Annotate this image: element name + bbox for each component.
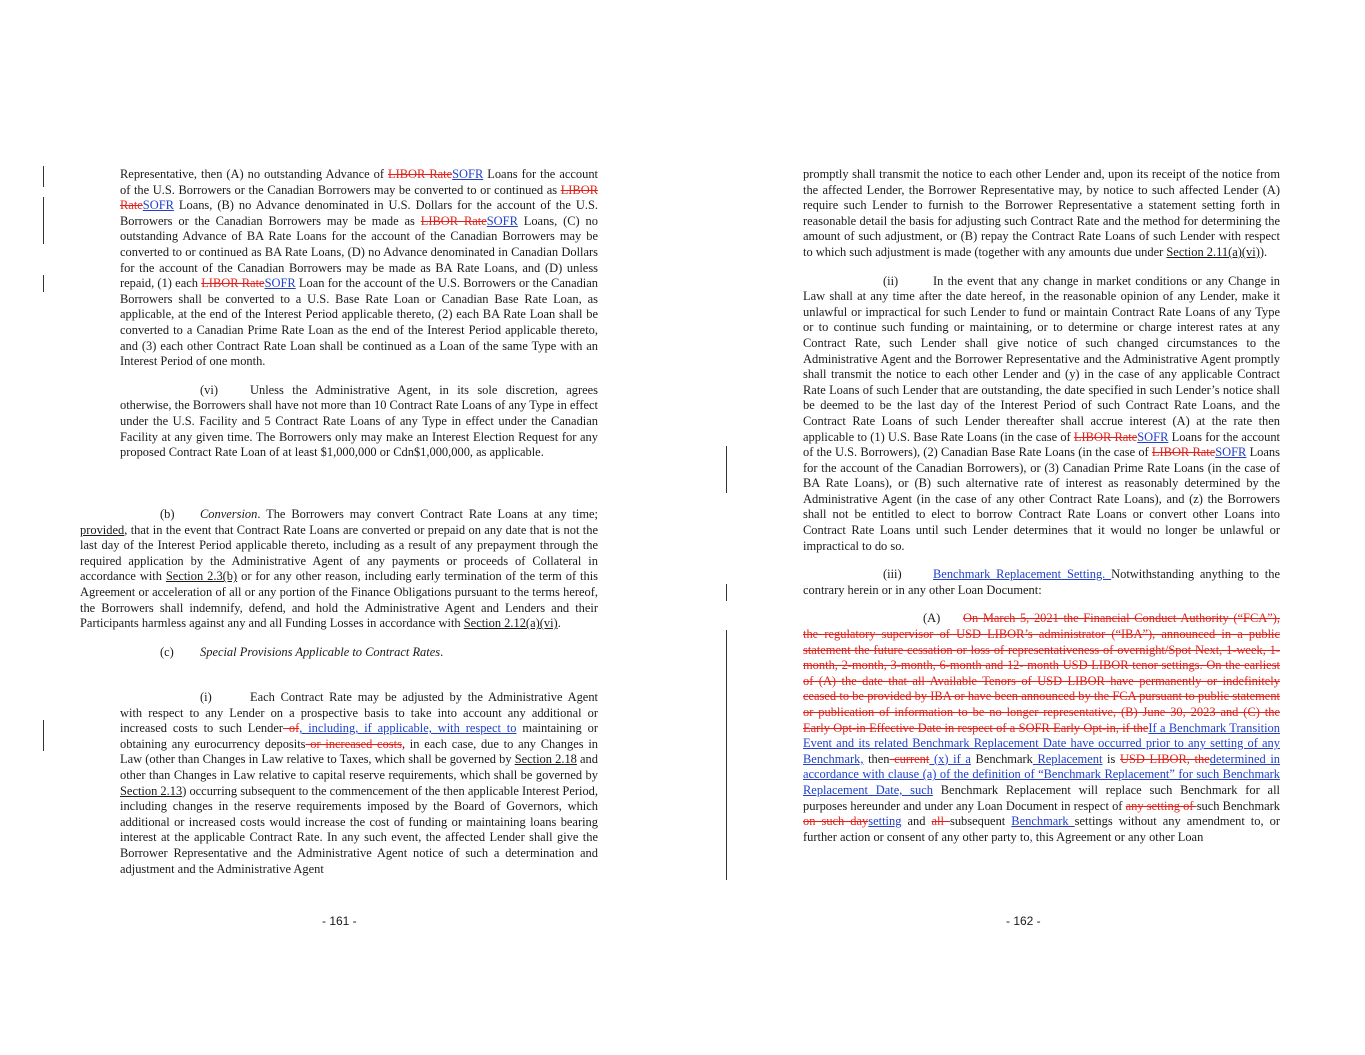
paragraph-libor-conversion <box>120 167 598 370</box>
paragraph-vi <box>120 383 598 461</box>
clause-number: (ii) <box>883 273 899 288</box>
text: such Benchmark <box>1196 798 1280 813</box>
inserted-text: , <box>1029 829 1033 844</box>
inserted-text: SOFR <box>486 213 518 228</box>
text: Loans for the account of the U.S. Borrowers), (2) Canadian Base Rate Loans (in the case of <box>803 429 1281 460</box>
text: Loans for the account of the Canadian Borrowers), or (3) Canadian Prime Rate Loans (in the case of BA Rate Loans), or (B) such alternative rate of interest as reasonably determined by the Administrative Agent (in the case of any other Contract Rate Loans), and (z) the Borrowers shall not be entitled to elect to borrow Contract Rate Loans or convert other Loans into Contract Rate Loans until such Lender determines that it would no longer be unlawful or impractical to do so. <box>803 445 1280 553</box>
text: Loans, (B) no Advance denominated in U.S. Dollars for the account of the U.S. Borrowers or the Canadian Borrowers may be made as <box>120 198 598 228</box>
clause-number: (iii) <box>883 567 902 582</box>
section-reference: Section 2.18 <box>514 752 577 767</box>
text: settings without any amendment to, or further action or consent of any other party to <box>803 814 1280 844</box>
text: subsequent <box>949 814 1012 829</box>
deleted-text: LIBOR Rate <box>1073 429 1138 444</box>
text: and other than Changes in Law relative to capital reserve requirements, which shall be governed by <box>120 752 598 782</box>
right-column <box>803 167 1280 858</box>
defined-term: provided <box>80 522 125 537</box>
section-reference: Section 2.11(a)(vi) <box>1166 244 1260 259</box>
deleted-text: current <box>889 751 930 766</box>
left-column-bottom <box>120 690 598 890</box>
section-reference: Section 2.12(a)(vi) <box>463 616 558 631</box>
text: this Agreement or any other Loan <box>1032 829 1204 844</box>
inserted-text: SOFR <box>142 198 174 213</box>
clause-number: (vi) <box>200 382 218 397</box>
deleted-text: LIBOR Rate <box>1151 445 1216 460</box>
paragraph-continued <box>803 167 1280 261</box>
deleted-text: of <box>283 721 300 736</box>
inserted-text: , including, if applicable, with respect to <box>299 721 517 736</box>
section-reference: Section 2.13 <box>120 783 183 798</box>
inserted-text: determined in accordance with clause (a) of the definition of “Benchmark Replacement” for such Benchmark Replacement Date, such <box>803 751 1281 797</box>
text: is <box>1102 751 1120 766</box>
deleted-text: LIBOR Rate <box>420 213 487 228</box>
page-number: - 162 - <box>1006 914 1041 928</box>
change-bar <box>726 584 727 601</box>
text: Loan for the account of the U.S. Borrowers or the Canadian Borrowers shall be converted to a U.S. Base Rate Loan or Canadian Base Rate Loan, as applicable, at the end of the Interest Period applicable thereto, (2) each BA Rate Loan shall be converted to a Canadian Prime Rate Loan as the end of the Interest Period applicable thereto, and (3) each other Contract Rate Loan shall be continued as a Loan of the same Type with an Interest Period of one month. <box>120 276 599 369</box>
page-162 <box>683 0 1365 1055</box>
inserted-text: setting <box>868 814 902 829</box>
text: Representative, then (A) no outstanding Advance of <box>120 167 389 181</box>
inserted-text: SOFR <box>452 167 484 181</box>
text: Each Contract Rate may be adjusted by the Administrative Agent with respect to any Lender on a prospective basis to take into account any additional or increased costs to such Lender <box>120 690 598 736</box>
change-bar <box>43 275 44 292</box>
clause-number: (b) <box>160 507 175 521</box>
text: Benchmark <box>970 751 1033 766</box>
text: Notwithstanding anything to the contrary herein or in any other Loan Document: <box>803 567 1280 597</box>
text: , that in the event that Contract Rate Loans are converted or prepaid on any date that is not the last day of the Interest Period applicable thereto, including as a result of any prepayment through the required application by the Administrative Agent of any payments or proceeds of Collateral in accordance with <box>80 522 598 584</box>
text: ). <box>1259 244 1268 259</box>
deleted-text: any setting of <box>1125 798 1197 813</box>
change-bar <box>43 197 44 244</box>
text: ) occurring subsequent to the commencement of the then applicable Interest Period, including changes in the reserve requirements imposed by the Board of Governors, which additional or increased costs would increase the cost of funding or maintaining loans bearing interest at the applicable Contract Rate. In any such event, the affected Lender shall give the Borrower Representative and the Administrative Agent notice of such a determination and adjustment and the Administrative Agent <box>120 783 599 876</box>
clause-number: (c) <box>160 644 174 659</box>
text: Loans, (C) no outstanding Advance of BA Rate Loans for the account of the Canadian Borrowers may be converted to or continued as BA Rate Loans, (D) no Advance denominated in Canadian Dollars for the account of the Canadian Borrowers may be made as BA Rate Loans, and (D) unless repaid, (1) each <box>120 213 598 291</box>
section-heading: Conversion <box>200 507 258 521</box>
inserted-text: SOFR <box>1215 445 1247 460</box>
inserted-text: Replacement <box>1032 751 1103 766</box>
clause-number: (i) <box>200 690 212 704</box>
text: and <box>901 814 932 829</box>
deleted-text: or increased costs <box>305 736 402 751</box>
change-bar <box>726 630 727 880</box>
paragraph-i <box>120 690 598 877</box>
deleted-text: LIBOR Rate <box>388 167 453 181</box>
change-bar <box>43 166 44 187</box>
left-column-upper <box>120 167 598 474</box>
inserted-text: SOFR <box>264 276 296 291</box>
paragraph-special-provisions <box>80 645 598 661</box>
deleted-text: USD LIBOR, the <box>1119 751 1210 766</box>
deleted-text: all <box>931 814 950 829</box>
inserted-text: If a Benchmark Transition Event and its related Benchmark Replacement Date have occurred prior to any setting of any Benchmark, <box>803 720 1280 766</box>
text: promptly shall transmit the notice to each other Lender and, upon its receipt of the notice from the affected Lender, the Borrower Representative may, by notice to such affected Lender (A) require such Lender to furnish to the Borrower Representative a statement setting forth in reasonable detail the basis for adjusting such Contract Rate and the method for determining the amount of such adjustment, or (B) repay the Contract Rate Loans of such Lender with respect to which such adjustment is made (together with any amounts due under <box>803 167 1280 259</box>
text: . <box>440 644 444 659</box>
page-161 <box>0 0 682 1055</box>
text: . <box>557 616 561 631</box>
clause-number: (A) <box>923 611 941 626</box>
text: Unless the Administrative Agent, in its sole discretion, agrees otherwise, the Borrowers shall have not more than 10 Contract Rate Loans of any Type in effect under the U.S. Facility and 5 Contract Rate Loans of any Type in effect under the Canadian Facility at any given time. The Borrowers only may make an Interest Election Request for any proposed Contract Rate Loan of at least $1,000,000 or Cdn$1,000,000, as applicable. <box>120 382 598 460</box>
inserted-text: SOFR <box>1137 429 1169 444</box>
text: Loans for the account of the U.S. Borrowers or the Canadian Borrowers may be converted to or continued as <box>120 167 598 197</box>
change-bar <box>43 720 44 751</box>
text: Benchmark Replacement will replace such Benchmark for all purposes hereunder and under any Loan Document in respect of <box>803 782 1280 813</box>
text: , in each case, due to any Changes in Law (other than Changes in Law relative to Taxes, which shall be governed by <box>120 736 599 767</box>
inserted-text: Benchmark <box>1011 814 1075 829</box>
page-number: - 161 - <box>322 914 357 928</box>
section-reference: Section 2.3(b) <box>165 569 238 584</box>
text: . The Borrowers may convert Contract Rate Loans at any time; <box>257 507 598 521</box>
paragraph-conversion <box>80 507 598 632</box>
deleted-text: On March 5, 2021 the Financial Conduct Authority (“FCA”), the regulatory supervisor of USD LIBOR’s administrator (“IBA”), announced in a public statement the future cessation or loss of representativeness of overnight/Spot Next, 1-week, 1-month, 2-month, 3-month, 6-month and 12- month USD LIBOR tenor settings. On the earliest of (A) the date that all Available Tenors of USD LIBOR have permanently or indefinitely ceased to be provided by IBA or have been announced by the FCA pursuant to public statement or publication of information to be no longer representative, (B) June 30, 2023 and (C) the Early Opt-in Effective Date in respect of a SOFR Early Opt-in, if the <box>803 611 1280 735</box>
section-heading: Special Provisions Applicable to Contract Rates <box>200 644 441 659</box>
deleted-text: LIBOR Rate <box>120 182 598 213</box>
left-column-lower <box>80 507 598 673</box>
paragraph-ii <box>803 274 1280 555</box>
inserted-heading: Benchmark Replacement Setting. <box>933 567 1112 582</box>
text: then <box>863 751 890 766</box>
change-bar <box>726 446 727 493</box>
deleted-text: LIBOR Rate <box>201 276 265 291</box>
text: In the event that any change in market conditions or any Change in Law shall at any time after the date hereof, in the reasonable opinion of any Lender, make it unlawful or impractical for such Lender to fund or maintain Contract Rate Loans of any Type or to continue such funding or maintaining, or to determine or charge interest rates at any Contract Rate, such Lender shall give notice of such changed circumstances to the Administrative Agent and the Borrower Representative and the Administrative Agent promptly shall transmit the notice to each other Lender and (y) in the case of any applicable Contract Rate Loans of such Lender that are outstanding, the date specified in such Lender’s notice shall be deemed to be the last day of the Interest Period of such Contract Rate Loans, and the Contract Rate Loans of such Lender thereafter shall accrue interest (A) at the rate then applicable to (1) U.S. Base Rate Loans (in the case of <box>803 273 1280 444</box>
text: maintaining or obtaining any eurocurrency deposits <box>120 721 598 751</box>
inserted-text: (x) if a <box>929 751 971 766</box>
deleted-text: on such day <box>803 814 869 829</box>
paragraph-A <box>803 611 1280 845</box>
text: or for any other reason, including early termination of the term of this Agreement or acceleration of all or any portion of the Finance Obligations pursuant to the terms hereof, the Borrowers shall indemnify, defend, and hold the Administrative Agent and Lenders and their Participants harmless against any and all Funding Losses in accordance with <box>80 569 598 631</box>
paragraph-iii <box>803 567 1280 598</box>
